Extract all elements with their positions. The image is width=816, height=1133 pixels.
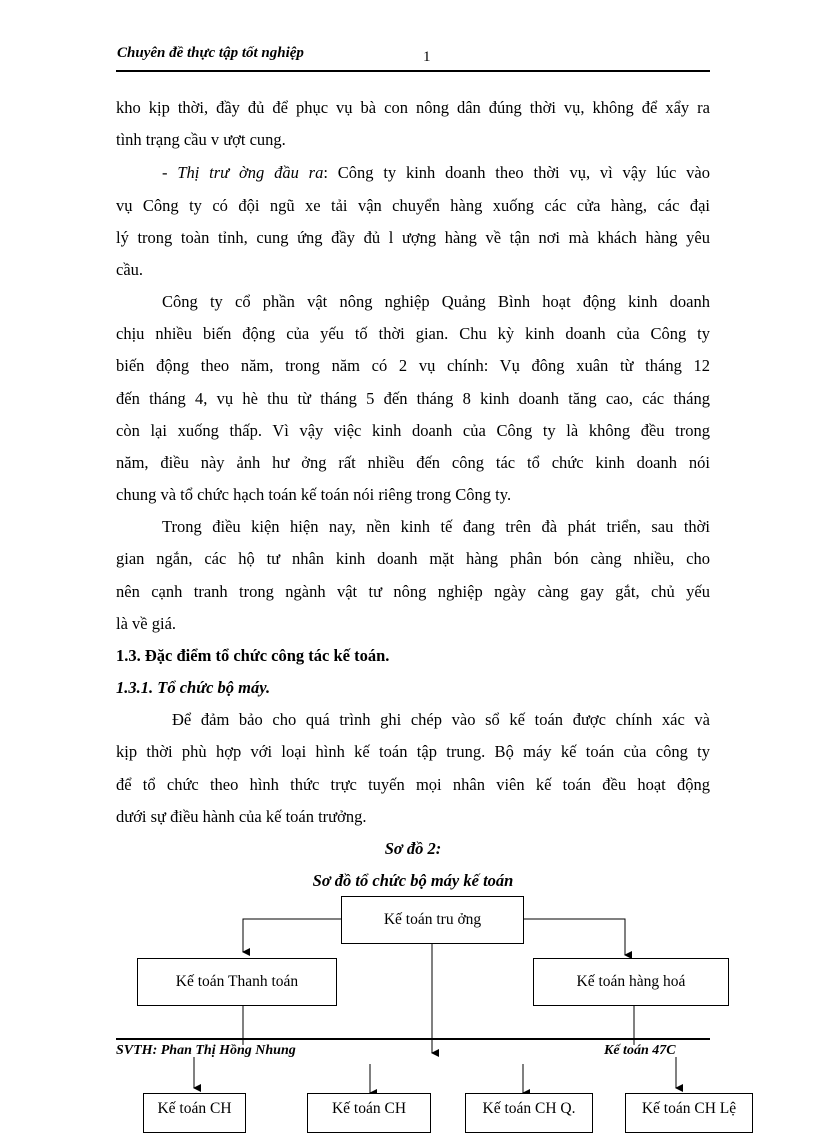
footer-class: Kế toán 47C xyxy=(604,1043,676,1058)
paragraph-line: năm, điều này ảnh hư ởng rất nhiều đến công tác tổ chức kinh doanh nói xyxy=(116,453,710,472)
paragraph-line: gian ngắn, các hộ tư nhân kinh doanh mặt hàng phân bón càng nhiều, cho xyxy=(116,549,710,568)
paragraph-line: còn lại xuống thấp. Vì vậy việc kinh doanh của Công ty là không đều trong xyxy=(116,421,710,440)
paragraph-line: để tổ chức theo hình thức trực tuyến mọi nhân viên kế toán đều hoạt động xyxy=(116,775,710,794)
paragraph-line: Công ty cổ phần vật nông nghiệp Quảng Bình hoạt động kinh doanh xyxy=(162,292,710,311)
section-heading: 1.3. Đặc điểm tổ chức công tác kế toán. xyxy=(116,646,390,665)
paragraph-line: vụ Công ty có đội ngũ xe tải vận chuyển hàng xuống các cửa hàng, các đại xyxy=(116,196,710,215)
goods-accountant-box: Kế toán hàng hoá xyxy=(533,958,729,1006)
footer-student: SVTH: Phan Thị Hồng Nhung xyxy=(116,1043,296,1058)
paragraph-line: nên cạnh tranh trong ngành vật tư nông nghiệp ngày càng gay gắt, chủ yếu xyxy=(116,582,710,601)
paragraph-line: biến động theo năm, trong năm có 2 vụ chính: Vụ đông xuân từ tháng 12 xyxy=(116,356,710,375)
store-accountant-box-4: Kế toán CH Lệ xyxy=(625,1093,753,1133)
page-number: 1 xyxy=(423,49,431,65)
paragraph-line: dưới sự điều hành của kế toán trưởng. xyxy=(116,807,367,826)
paragraph-line: chịu nhiều biến động của yếu tố thời gian. Chu kỳ kinh doanh của Công ty xyxy=(116,324,710,343)
header-title: Chuyên đề thực tập tốt nghiệp xyxy=(117,45,304,61)
paragraph-line: đến tháng 4, vụ hè thu từ tháng 5 đến tháng 8 kinh doanh tăng cao, các tháng xyxy=(116,389,710,408)
store-accountant-box-2: Kế toán CH xyxy=(307,1093,431,1133)
footer-rule xyxy=(116,1038,710,1040)
paragraph-line: là về giá. xyxy=(116,614,177,633)
payment-accountant-box: Kế toán Thanh toán xyxy=(137,958,337,1006)
paragraph-line: lý trong toàn tỉnh, cung ứng đầy đủ l ượng hàng về tận nơi mà khách hàng yêu xyxy=(116,228,710,247)
paragraph-line: chung và tổ chức hạch toán kế toán nói riêng trong Công ty. xyxy=(116,485,512,504)
paragraph-line: Để đảm bảo cho quá trình ghi chép vào sổ kế toán được chính xác và xyxy=(172,710,710,729)
paragraph-line: kịp thời phù hợp với loại hình kế toán tập trung. Bộ máy kế toán của công ty xyxy=(116,742,710,761)
diagram-label: Sơ đồ 2: xyxy=(384,839,442,858)
output-market-text: : Công ty kinh doanh theo thời vụ, vì vậy lúc vào xyxy=(323,163,710,182)
paragraph-line: tình trạng cầu v ượt cung. xyxy=(116,130,286,149)
paragraph-line: kho kịp thời, đầy đủ để phục vụ bà con nông dân đúng thời vụ, không để xẩy ra xyxy=(116,98,710,117)
store-accountant-box-3: Kế toán CH Q. xyxy=(465,1093,593,1133)
subsection-heading: 1.3.1. Tổ chức bộ máy. xyxy=(116,678,271,697)
paragraph-line: cầu. xyxy=(116,260,144,279)
store-accountant-box-1: Kế toán CH xyxy=(143,1093,246,1133)
diagram-title: Sơ đồ tổ chức bộ máy kế toán xyxy=(312,871,514,890)
paragraph-line: Trong điều kiện hiện nay, nền kinh tế đang trên đà phát triển, sau thời xyxy=(162,517,710,536)
output-market-label: - Thị trư ờng đầu ra xyxy=(162,163,324,182)
chief-accountant-box: Kế toán tru ởng xyxy=(341,896,524,944)
